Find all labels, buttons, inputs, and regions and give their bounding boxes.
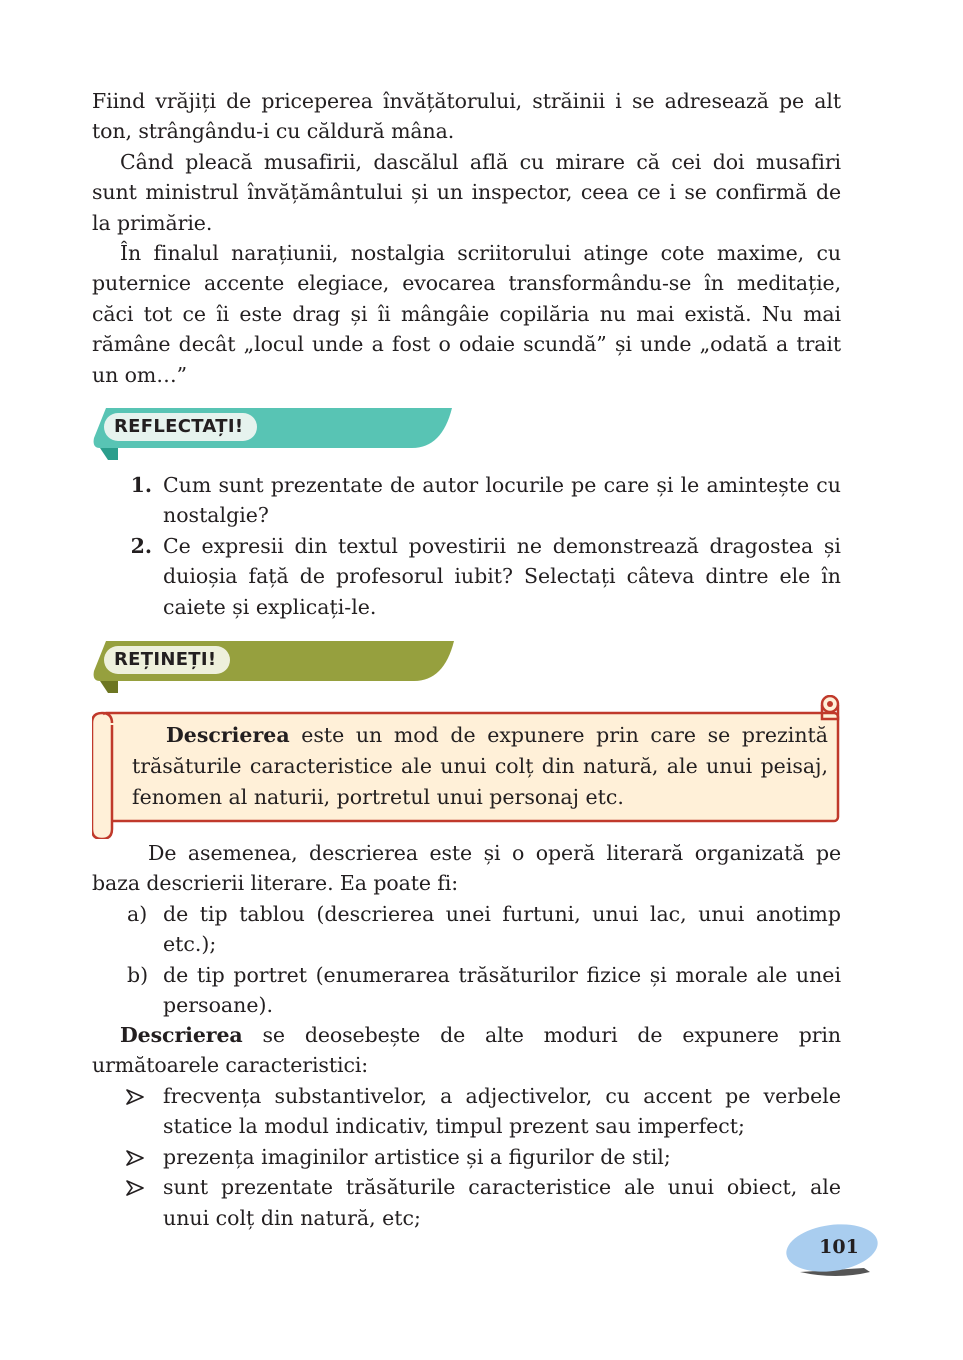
reflect-label: REFLECTAȚI! bbox=[104, 413, 257, 441]
remember-label: REȚINEȚI! bbox=[104, 646, 230, 674]
intro-paragraph-2: Când pleacă musafirii, dascălul află cu mirare că cei doi musafiri sunt ministrul învățământului și un inspector, ceea ce i se confirmă de la primărie. bbox=[92, 149, 841, 235]
question-text: Cum sunt prezentate de autor locurile pe care și le amintește cu nostalgie? bbox=[163, 473, 841, 528]
types-list bbox=[92, 899, 841, 1021]
page-number: 101 bbox=[819, 1236, 859, 1258]
reflect-banner bbox=[92, 408, 454, 458]
characteristic-text: frecvența substantivelor, a adjectivelor, cu accent pe verbele statice la modul indicativ, timpul prezent sau imperfect; bbox=[163, 1084, 841, 1139]
characteristic-text: prezența imaginilor artistice și a figurilor de stil; bbox=[163, 1144, 671, 1169]
intro-text bbox=[92, 86, 841, 390]
characteristics-term: Descrierea bbox=[120, 1023, 243, 1047]
question-number: 1. bbox=[130, 473, 152, 497]
intro-paragraph-1: Fiind vrăjiți de priceperea învățătorului, străinii i se adresează pe alt ton, strângându-i cu căldură mâna. bbox=[92, 89, 841, 144]
intro-paragraph-3: În finalul narațiunii, nostalgia scriitorului atinge cote maxime, cu puternice accente elegiace, evocarea transformându-se în meditație, căci tot ce îi este drag și îi mângâie copilăria nu mai există. Nu mai rămâne decât „locul unde a fost o odaie scundă” și unde „odată a trait un om…” bbox=[92, 241, 841, 387]
reflect-questions bbox=[92, 470, 841, 622]
characteristics-intro bbox=[92, 1020, 841, 1081]
types-intro: De asemenea, descrierea este și o operă literară organizată pe baza descrierii literare. Ea poate fi: bbox=[92, 841, 841, 896]
type-letter: b) bbox=[127, 962, 149, 987]
characteristic-text: sunt prezentate trăsăturile caracteristice ale unui obiect, ale unui colț din natură, etc; bbox=[163, 1175, 841, 1230]
definition-body: este un mod de expunere prin care se prezintă trăsăturile caracteristice ale unui colț din natură, ale unui peisaj, fenomen al naturii, portretul unui personaj etc. bbox=[132, 723, 828, 809]
question-item bbox=[92, 470, 841, 531]
types-intro-block bbox=[92, 838, 841, 899]
type-item bbox=[92, 960, 841, 1021]
characteristic-item bbox=[92, 1081, 841, 1142]
definition-text bbox=[132, 720, 828, 813]
type-text: de tip tablou (descrierea unei furtuni, unui lac, unui anotimp etc.); bbox=[163, 902, 841, 957]
question-text: Ce expresii din textul povestirii ne demonstrează dragostea și duioșia față de profesorul iubit? Selectați câteva dintre ele în caiete și explicați-le. bbox=[163, 533, 841, 619]
arrow-bullet-icon bbox=[126, 1180, 144, 1196]
characteristics-list bbox=[92, 1081, 841, 1233]
characteristics-body: se deosebește de alte moduri de expunere prin următoarele caracteristici: bbox=[92, 1023, 841, 1078]
question-number: 2. bbox=[130, 533, 152, 558]
definition-term: Descrierea bbox=[166, 723, 290, 747]
remember-banner bbox=[92, 641, 454, 691]
type-text: de tip portret (enumerarea trăsăturilor fizice și morale ale unei persoane). bbox=[163, 962, 841, 1018]
characteristics-intro-block bbox=[92, 1020, 841, 1081]
type-letter: a) bbox=[127, 902, 148, 926]
characteristic-item bbox=[92, 1172, 841, 1233]
arrow-bullet-icon bbox=[126, 1089, 144, 1105]
characteristic-item bbox=[92, 1142, 841, 1172]
question-item bbox=[92, 531, 841, 622]
arrow-bullet-icon bbox=[126, 1150, 144, 1166]
type-item bbox=[92, 899, 841, 960]
